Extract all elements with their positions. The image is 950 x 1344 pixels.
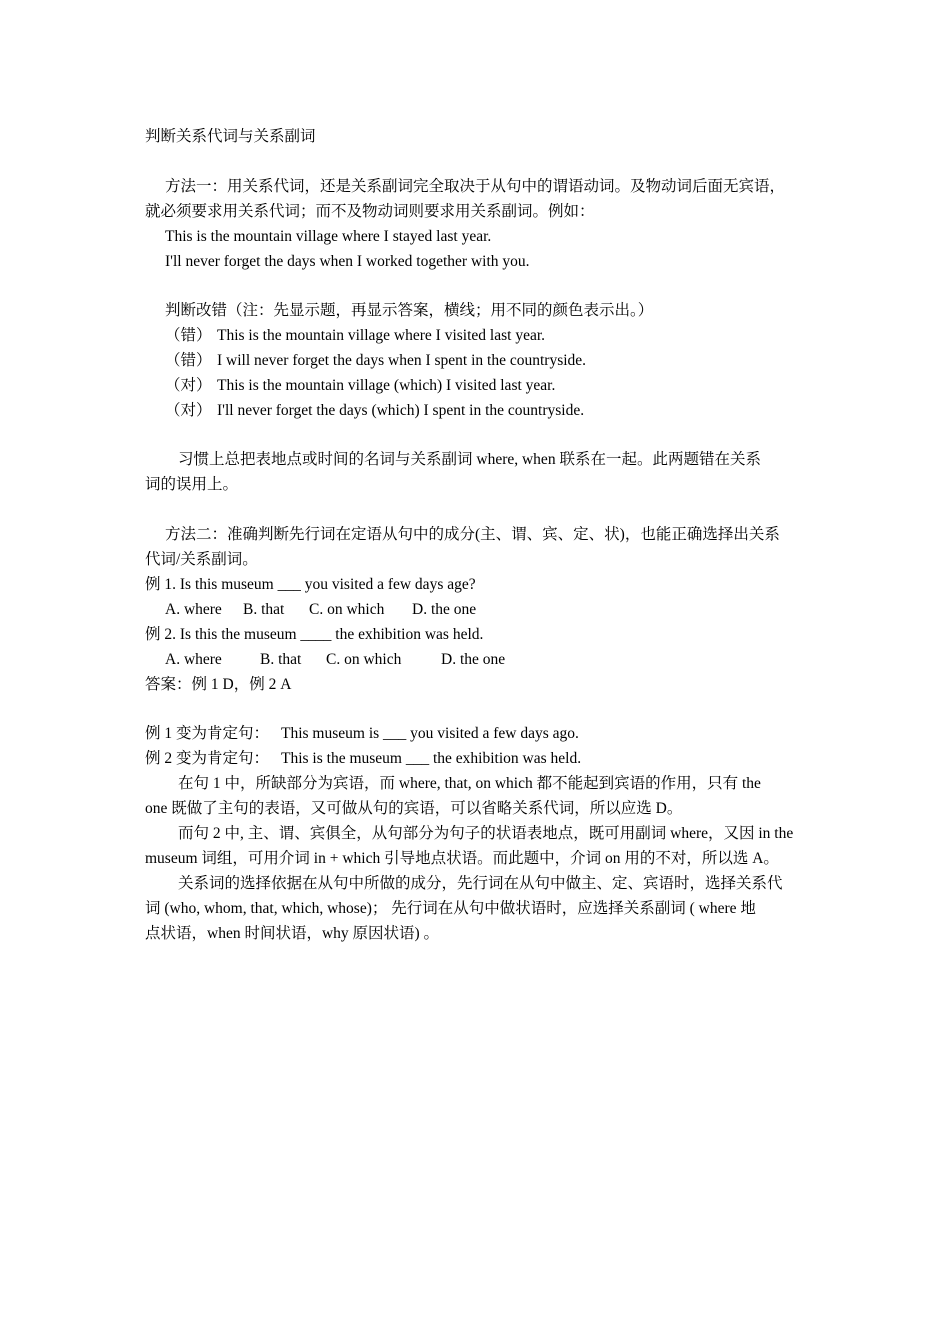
correction-text: This is the mountain village where I visited last year.: [217, 327, 546, 344]
option-a: A. where: [165, 651, 222, 668]
correction-mark: （错）: [165, 327, 212, 344]
correction-mark: （对）: [165, 377, 212, 394]
method1-example-1: This is the mountain village where I stayed last year.: [165, 228, 492, 245]
correction-heading: 判断改错（注：先显示题，再显示答案，横线；用不同的颜色表示出。）: [165, 302, 654, 319]
explain-p1-line2: one 既做了主句的表语，又可做从句的宾语，可以省略关系代词，所以应选 D。: [145, 800, 683, 817]
option-c: C. on which: [326, 651, 402, 668]
affirmative-label: 例 1 变为肯定句：: [145, 725, 270, 742]
explain-p2-line1: 而句 2 中, 主、谓、宾俱全，从句部分为句子的状语表地点，既可用副词 where，又因 in the: [178, 825, 794, 842]
correction-text: I'll never forget the days (which) I spent in the countryside.: [217, 402, 585, 419]
example2-options: [165, 650, 505, 670]
example2-question: 例 2. Is this the museum ____ the exhibition was held.: [145, 626, 484, 643]
explain-p3-line2: 词 (who, whom, that, which, whose)； 先行词在从句中做状语时，应选择关系副词 ( where 地: [145, 900, 756, 917]
habit-line1: 习惯上总把表地点或时间的名词与关系副词 where, when 联系在一起。此两题错在关系: [178, 451, 761, 468]
method1-line1: 方法一：用关系代词，还是关系副词完全取决于从句中的谓语动词。及物动词后面无宾语，: [165, 178, 786, 195]
option-d: D. the one: [412, 601, 477, 618]
example1-question: 例 1. Is this museum ___ you visited a few days age?: [145, 576, 476, 593]
explain-p3-line3: 点状语，when 时间状语，why 原因状语) 。: [145, 925, 440, 942]
answer-line: 答案：例 1 D，例 2 A: [145, 676, 292, 693]
correction-item: [165, 351, 586, 371]
habit-line2: 词的误用上。: [145, 476, 239, 493]
affirmative-text: This museum is ___ you visited a few days ago.: [281, 725, 579, 742]
correction-text: This is the mountain village (which) I visited last year.: [217, 377, 556, 394]
document-title: 判断关系代词与关系副词: [145, 128, 316, 145]
method2-line1: 方法二：准确判断先行词在定语从句中的成分(主、谓、宾、定、状)，也能正确选择出关系: [165, 526, 780, 543]
correction-item: [165, 326, 545, 346]
explain-p1-line1: 在句 1 中，所缺部分为宾语，而 where, that, on which 都不能起到宾语的作用，只有 the: [178, 775, 761, 792]
option-d: D. the one: [441, 651, 506, 668]
method1-line2: 就必须要求用关系代词；而不及物动词则要求用关系副词。例如：: [145, 203, 595, 220]
example1-options: [165, 600, 476, 620]
affirmative-example-2: [145, 749, 581, 769]
affirmative-label: 例 2 变为肯定句：: [145, 750, 270, 767]
affirmative-example-1: [145, 724, 579, 744]
explain-p2-line2: museum 词组，可用介词 in + which 引导地点状语。而此题中，介词 on 用的不对，所以选 A。: [145, 850, 779, 867]
correction-mark: （错）: [165, 352, 212, 369]
correction-text: I will never forget the days when I spent in the countryside.: [217, 352, 587, 369]
affirmative-text: This is the museum ___ the exhibition was held.: [281, 750, 582, 767]
option-c: C. on which: [309, 601, 385, 618]
correction-item: [165, 401, 584, 421]
method1-example-2: I'll never forget the days when I worked together with you.: [165, 253, 530, 270]
correction-item: [165, 376, 555, 396]
method2-line2: 代词/关系副词。: [145, 551, 258, 568]
option-b: B. that: [243, 601, 285, 618]
explain-p3-line1: 关系词的选择依据在从句中所做的成分，先行词在从句中做主、定、宾语时，选择关系代: [178, 875, 783, 892]
option-b: B. that: [260, 651, 302, 668]
option-a: A. where: [165, 601, 222, 618]
correction-mark: （对）: [165, 402, 212, 419]
